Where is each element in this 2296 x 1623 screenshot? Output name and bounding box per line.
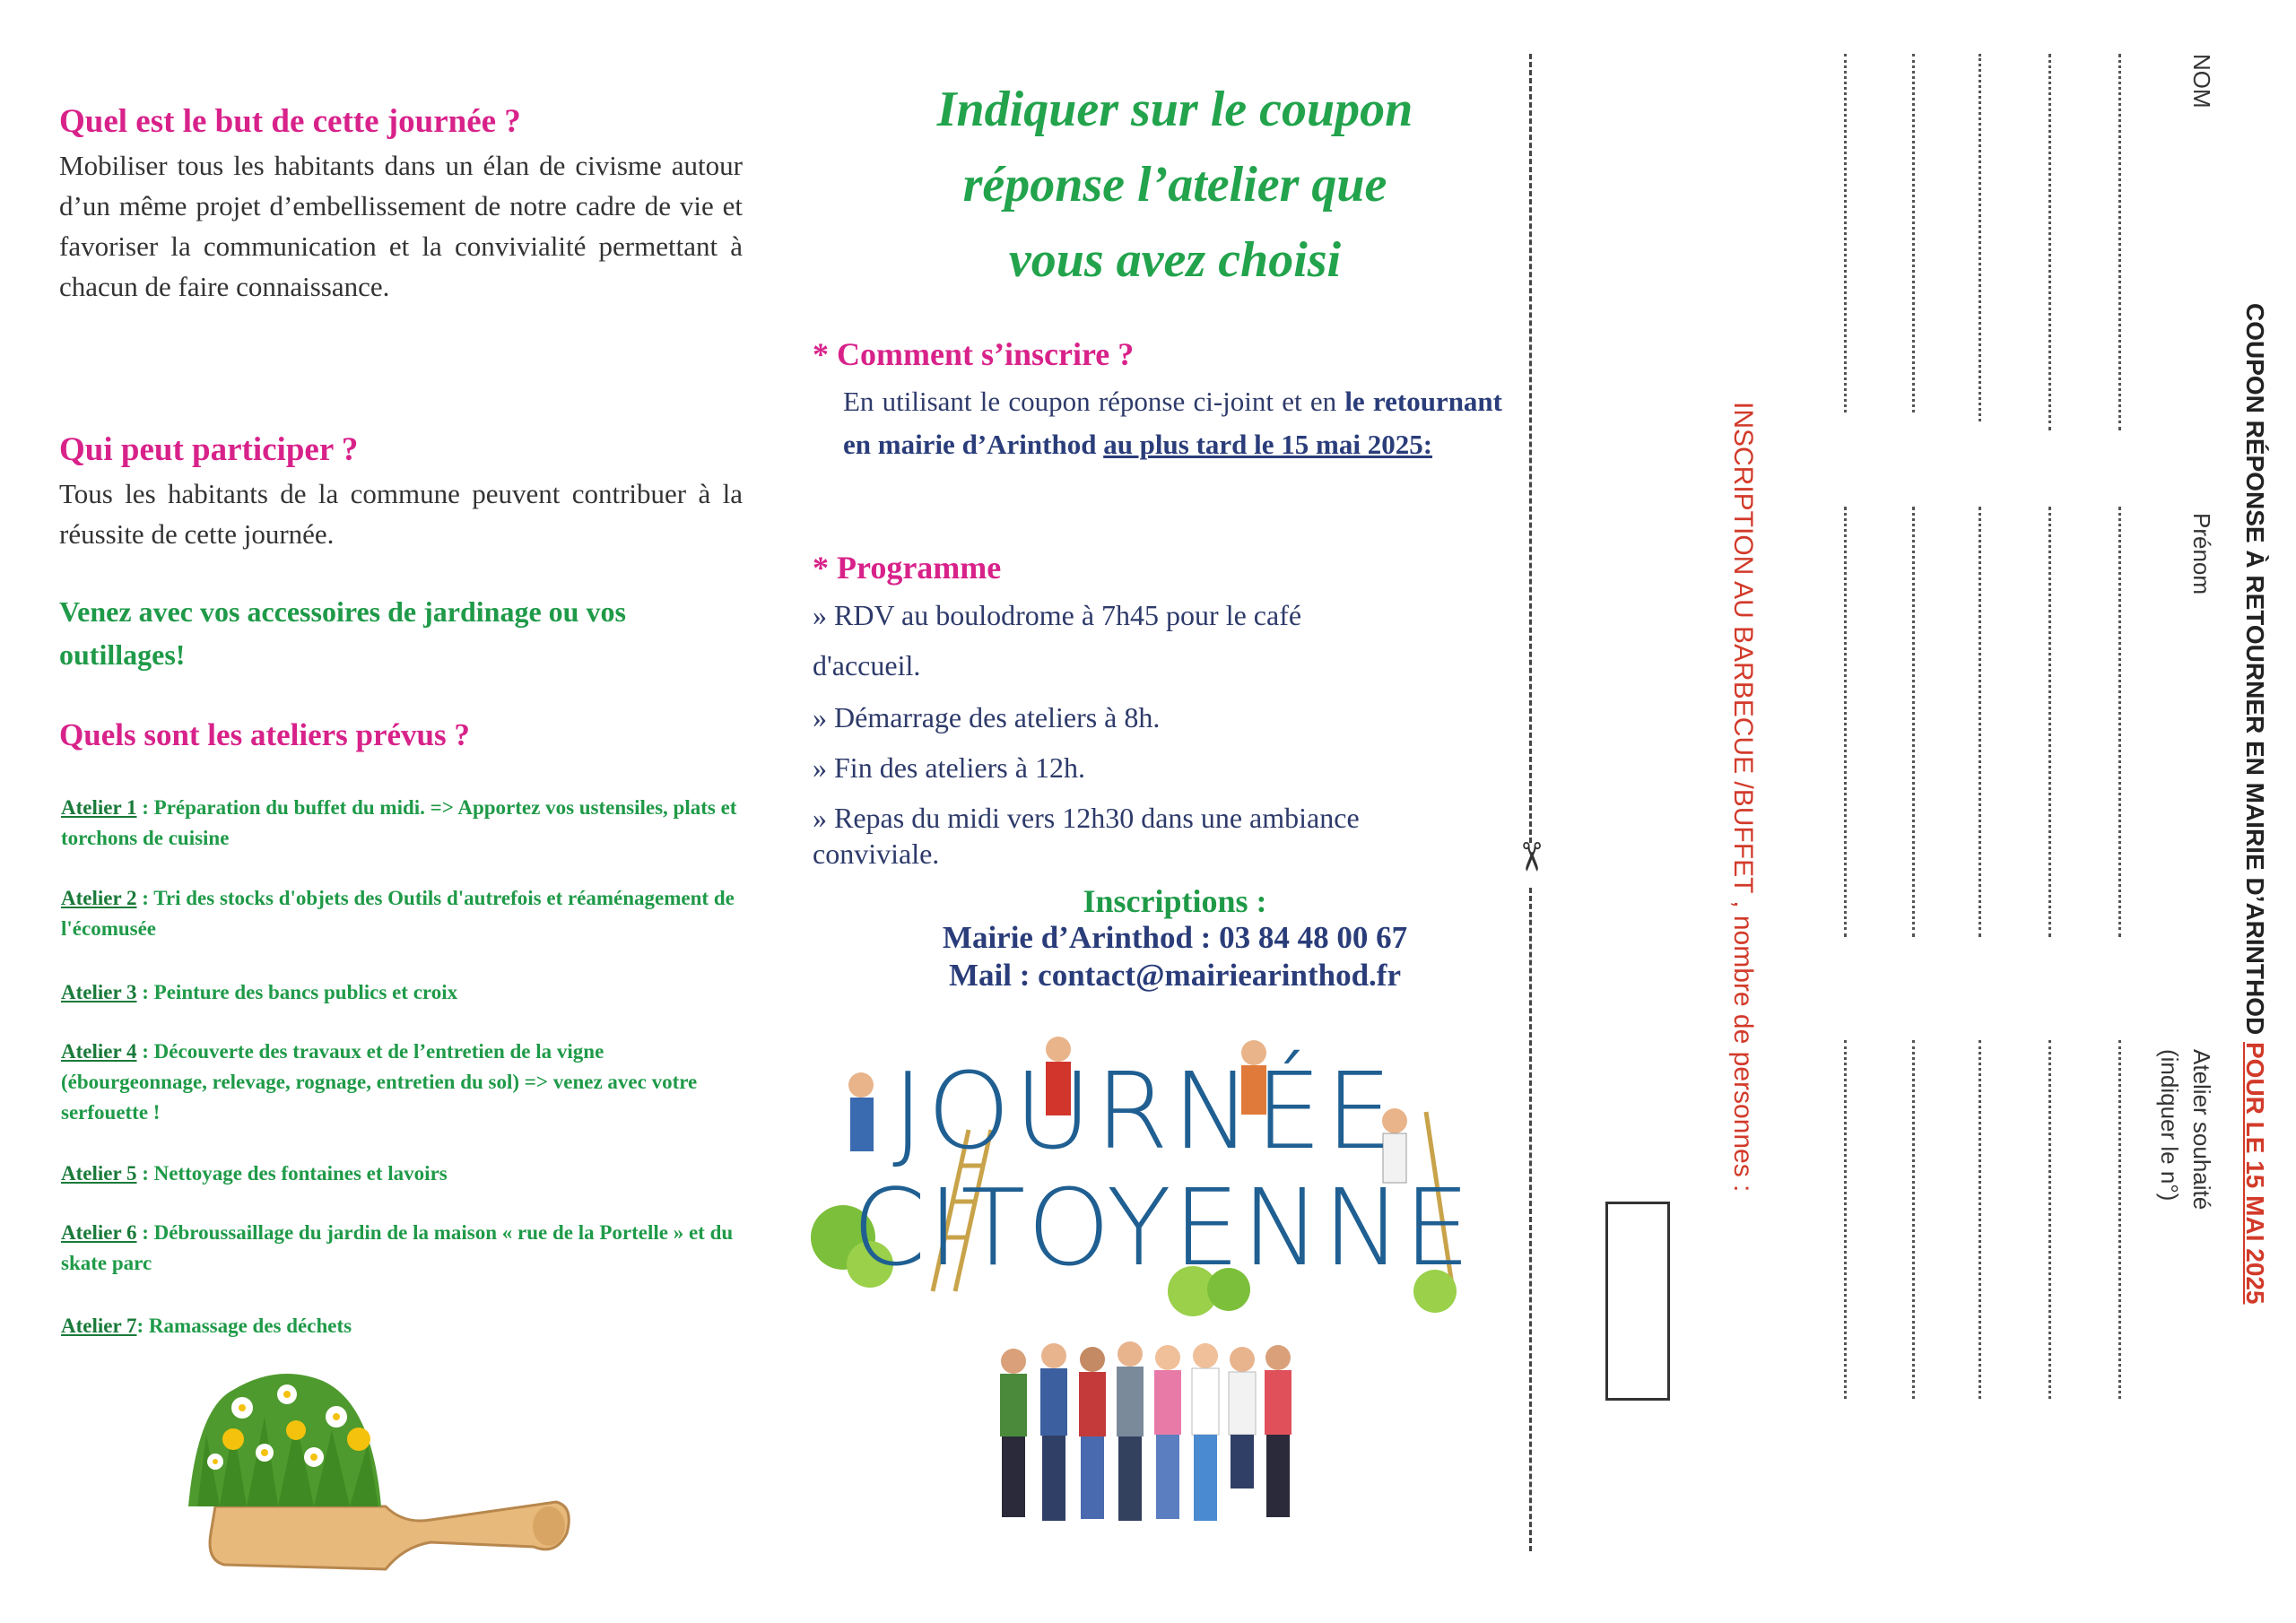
barbecue-count-box[interactable] (1605, 1202, 1670, 1401)
field-line-prenom-3[interactable] (1979, 507, 1981, 937)
field-nom-label: NOM (2188, 54, 2215, 108)
q1-title: Quel est le but de cette journée ? (59, 103, 521, 140)
field-prenom-label: Prénom (2188, 513, 2215, 595)
field-atelier-hint: (indiquer le n°) (2156, 1049, 2183, 1202)
field-line-prenom-1[interactable] (1844, 507, 1847, 937)
atelier-label: Atelier 3 (61, 981, 137, 1003)
atelier-text: : Découverte des travaux et de l’entretien de la vigne (ébourgeonnage, relevage, rognage, entretien du sol) => venez avec votre serfouette ! (61, 1040, 698, 1124)
programme-item: » Démarrage des ateliers à 8h. (813, 701, 1161, 733)
field-line-atelier-2[interactable] (1912, 1040, 1915, 1399)
cut-line-bottom (1529, 888, 1532, 1551)
programme-item: » Fin des ateliers à 12h. (813, 751, 1085, 784)
people-group-illustration (987, 1336, 1327, 1542)
cut-line-top (1529, 54, 1532, 843)
atelier-label: Atelier 7 (61, 1315, 137, 1337)
inscription-title: * Comment s’inscrire ? (813, 336, 1135, 372)
field-line-name-2[interactable] (1912, 54, 1915, 412)
atelier-text: : Tri des stocks d'objets des Outils d'autrefois et réaménagement de l'écomusée (61, 887, 735, 940)
atelier-3 (61, 977, 752, 1008)
q2-title: Qui peut participer ? (59, 431, 359, 468)
field-line-prenom-4[interactable] (2048, 507, 2051, 937)
atelier-2 (61, 883, 752, 944)
inscription-return: le retournant en mairie d’Arinthod (843, 386, 1502, 460)
coupon-title-main: COUPON RÉPONSE À RETOURNER EN MAIRIE D’ARINTHOD (2241, 303, 2269, 1042)
field-line-name-1[interactable] (1844, 54, 1847, 412)
field-line-atelier-5[interactable] (2118, 1040, 2121, 1399)
atelier-text: : Peinture des bancs publics et croix (136, 981, 458, 1003)
field-line-prenom-2[interactable] (1912, 507, 1915, 937)
programme-item: d'accueil. (813, 649, 921, 681)
field-line-atelier-4[interactable] (2048, 1040, 2051, 1399)
scissors-icon: ✂ (1507, 840, 1553, 873)
field-line-atelier-1[interactable] (1844, 1040, 1847, 1399)
contact-mail: Mail : contact@mairiearinthod.fr (949, 958, 1401, 993)
atelier-text: : Débroussaillage du jardin de la maison « rue de la Portelle » et du skate parc (61, 1221, 734, 1274)
atelier-text: : Préparation du buffet du midi. => Apportez vos ustensiles, plats et torchons de cuisine (61, 796, 737, 849)
grass-brush-illustration (179, 1354, 583, 1587)
field-atelier-label: Atelier souhaité (2188, 1049, 2215, 1211)
field-line-prenom-5[interactable] (2118, 507, 2121, 937)
programme-item: conviviale. (813, 838, 940, 870)
programme-item: » RDV au boulodrome à 7h45 pour le café (813, 599, 1302, 631)
atelier-text: : Nettoyage des fontaines et lavoirs (136, 1162, 448, 1185)
atelier-6 (61, 1218, 752, 1279)
inscription-deadline: au plus tard le 15 mai 2025: (1103, 429, 1433, 460)
headline (789, 72, 1561, 298)
coupon-title (2240, 303, 2269, 1305)
tools-note: Venez avec vos accessoires de jardinage ou vos outillages! (59, 595, 626, 671)
field-line-name-3[interactable] (1979, 54, 1981, 421)
contact-phone: Mairie d’Arinthod : 03 84 48 00 67 (942, 920, 1408, 955)
headline-line: réponse l’atelier que (962, 157, 1387, 213)
atelier-label: Atelier 2 (61, 887, 137, 909)
atelier-5 (61, 1159, 752, 1189)
atelier-label: Atelier 4 (61, 1040, 137, 1063)
programme-item: » Repas du midi vers 12h30 dans une ambiance (813, 802, 1360, 834)
q2-text: Tous les habitants de la commune peuvent contribuer à la réussite de cette journée. (59, 478, 743, 550)
q3-title: Quels sont les ateliers prévus ? (59, 717, 470, 752)
programme-title: * Programme (813, 550, 1002, 586)
atelier-label: Atelier 5 (61, 1162, 137, 1185)
atelier-4 (61, 1037, 752, 1128)
atelier-text: : Ramassage des déchets (136, 1315, 352, 1337)
atelier-label: Atelier 6 (61, 1221, 137, 1244)
logo-line-2: CITOYENNE (852, 1166, 1473, 1289)
atelier-label: Atelier 1 (61, 796, 137, 819)
logo-line-1: JOURNÉE (892, 1049, 1396, 1173)
inscription-text (843, 380, 1502, 466)
q1-text: Mobiliser tous les habitants dans un élan de civisme autour d’un même projet d’embellissement de notre cadre de vie et favoriser la communication et la convivialité permettant à chacun de faire connaissance. (59, 150, 743, 302)
contact-title: Inscriptions : (1083, 883, 1267, 919)
field-line-name-5[interactable] (2118, 54, 2121, 430)
field-line-atelier-3[interactable] (1979, 1040, 1981, 1399)
inscription-text-part: En utilisant le coupon réponse ci-joint et en (843, 386, 1345, 417)
atelier-7 (61, 1311, 752, 1341)
atelier-1 (61, 793, 752, 854)
headline-line: Indiquer sur le coupon (936, 82, 1413, 137)
coupon-title-deadline: POUR LE 15 MAI 2025 (2241, 1042, 2269, 1305)
journee-citoyenne-logo (807, 1022, 1507, 1327)
field-line-name-4[interactable] (2048, 54, 2051, 430)
barbecue-label: INSCRIPTION AU BARBECUE /BUFFET , nombre de personnes : (1728, 402, 1758, 1193)
headline-line: vous avez choisi (1008, 232, 1342, 288)
programme-list (813, 595, 1521, 873)
